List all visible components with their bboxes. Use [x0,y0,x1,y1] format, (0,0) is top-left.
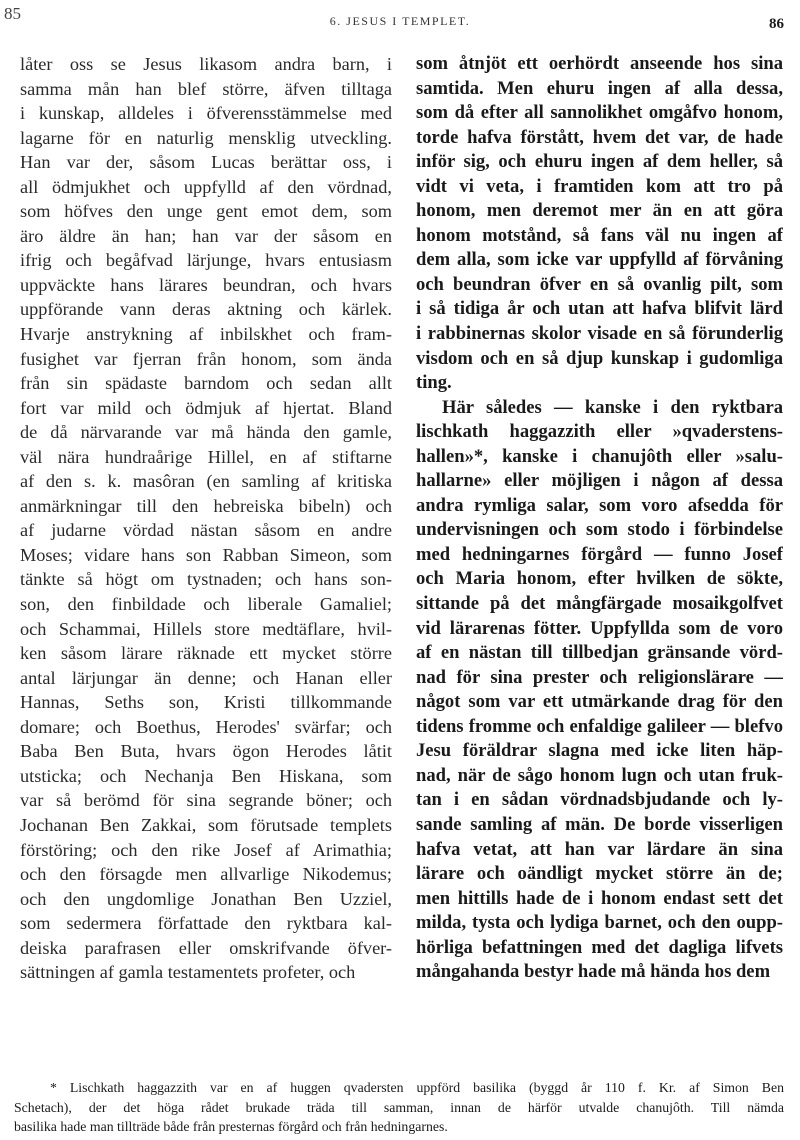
text-line: all ödmjukhet och uppfylld af den vördnad, [20,176,392,197]
footnote-line: Schetach), der det höga rådet brukade träda till samman, innan de härför utvalde chanujôth. Till nämda [14,1099,784,1115]
text-line: lärare och oändligt mycket större än de; [416,863,783,885]
text-line: dem alla, som icke var uppfylld af förvåning [416,249,783,271]
text-line: Hannas, Seths son, Kristi tillkommande [20,692,392,713]
text-line: vid lärarenas fötter. Uppfyllda som de voro [416,617,783,639]
text-line: sande samling af män. De borde visserligen [416,813,783,835]
text-line: honom, men deremot mer än en att göra [416,200,783,222]
text-line: hallarne» eller möjligen i någon af dessa [416,470,783,492]
text-line: Här således — kanske i den ryktbara [442,396,783,418]
text-line: lischkath haggazzith eller »qvaderstens- [416,421,783,443]
text-line: i rabbinernas skolor visade en så förunderlig [416,323,783,345]
text-line: hafva vetat, att han var lärdare än sina [416,838,783,860]
text-line: Hvarje anstrykning af inbilskhet och fram- [20,324,392,345]
text-line: af judarne vördad nästan såsom en andre [20,520,392,541]
text-line: Moses; vidare hans son Rabban Simeon, som [20,544,392,565]
footnote-line: * Lischkath haggazzith var en af huggen qvadersten uppförd basilika (byggd år 110 f. Kr. af Simon Ben [50,1080,784,1095]
text-line: och den ungdomlige Jonathan Ben Uzziel, [20,888,392,909]
text-line: sittande på det mångfärgade mosaikgolfvet [416,593,783,615]
text-line: samtida. Men ehuru ingen af alla dessa, [416,77,783,99]
text-line: Baba Ben Buta, hvars ögon Herodes låtit [20,741,392,762]
text-line: från sin spädaste barndom och sedan allt [20,373,392,394]
text-line: som då efter all sannolikhet omgåfvo honom, [416,102,783,124]
text-line: antal lärjungar än denne; och Hanan eller [20,667,392,688]
running-head: 6. JESUS I TEMPLET. [329,14,471,28]
text-line: nad, när de sågo honom lugn och utan fruk- [416,764,783,786]
text-line: och Schammai, Hillels store medtäflare, hvil- [20,618,392,639]
text-line: som höfves den unge gent emot dem, som [20,201,392,222]
text-line: sättningen af gamla testamentets profeter, och [20,962,356,983]
right-text-column [416,52,783,985]
text-line: undervisningen och som stodo i förbindelse [416,519,783,541]
text-line: ifrig och begåfvad lärjunge, hvars entusiasm [20,250,392,271]
text-line: och Maria honom, efter hvilken de sökte, [416,568,783,590]
text-line: något som var ett utmärkande drag för den [416,691,783,713]
text-line: väl nära hundraårige Hillel, en af stiftarne [20,446,392,467]
text-line: låter oss se Jesus likasom andra barn, i [20,54,392,74]
text-line: Jochanan Ben Zakkai, som förutsade templets [20,814,392,835]
text-line: samma mån han blef större, äfven tilltaga [20,78,392,99]
text-line: domare; och Boethus, Herodes' svärfar; och [20,716,392,737]
text-line: ting. [416,372,452,394]
text-line: mångahanda bestyr hade må hända hos dem [416,961,771,983]
text-line: men hittills hade de i honom endast sett det [416,887,783,909]
text-line: honom motstånd, så fans väl nu ingen af [416,224,783,246]
text-line: fort var mild och ödmjuk af hjertat. Bland [20,397,392,418]
text-line: torde hafva förstått, hvem det var, de hade [416,126,783,148]
text-line: och den försagde men allvarlige Nikodemus; [20,864,392,885]
text-line: tan i en sådan vördnadsbjudande och ly- [416,789,783,811]
text-line: hörliga befattningen med det dagliga lifvets [416,936,783,958]
text-line: uppförande vann deras aktning och kärlek. [20,299,392,320]
footnote-block [14,1078,784,1137]
text-line: ken såsom lärare räknade ett mycket större [20,643,392,664]
text-line: vidt vi veta, i framtiden kom att tro på [416,175,783,197]
text-line: deiska parafrasen eller omskrifvande öfver- [20,937,392,958]
text-line: Jesu föräldrar slagna med icke liten häp- [416,740,783,762]
text-line: Han var der, såsom Lucas berättar oss, i [20,152,392,173]
text-line: anmärkningar till den hebreiska bibeln) och [20,495,392,516]
text-line: nad för sina prester och religionslärare — [416,666,783,688]
text-line: hallen»*, kanske i chanujôth eller »salu- [416,445,783,467]
text-line: de då närvarande var må hända den gamle, [20,422,392,443]
text-line: äro äldre än han; han var der såsom en [20,225,392,246]
text-line: son, den finbildade och liberale Gamaliel; [20,594,392,615]
text-line: i kunskap, alldeles i öfverensstämmelse med [20,103,392,124]
text-line: som sedermera författade den ryktbara kal- [20,913,392,934]
text-line: af en nästan till tillbedjan gränsande vörd- [416,642,783,664]
text-line: som åtnjöt ett oerhördt anseende hos sina [416,53,783,74]
text-line: andra rymliga salar, som voro afsedda för [416,494,783,516]
text-line: tänkte så högt om tystnaden; och hans son- [20,569,392,590]
text-line: visdom och en så djup kunskap i gudomliga [416,347,783,369]
left-text-column [20,52,392,985]
left-page-number: 85 [4,4,21,23]
footnote-line: basilika hade man tillträde både från presternas förgård och från hedningarnes. [14,1119,448,1134]
text-line: utsticka; och Nechanja Ben Hiskana, som [20,765,392,786]
text-line: uppväckte hans lärares beundran, och hvars [20,274,392,295]
text-line: tidens fromme och enfaldige galileer — blefvo [416,715,783,737]
text-line: fusighet var fjerran från honom, som ända [20,348,392,369]
text-line: med hedningarnes förgård — funno Josef [416,543,783,565]
text-line: förstöring; och den rike Josef af Arimathia; [20,839,392,860]
text-line: af den s. k. masôran (en samling af kritiska [20,471,392,492]
text-line: milda, tysta och lydiga barnet, och den oupp- [416,912,783,934]
text-line: inför sig, och ehuru ingen af dem heller, så [416,151,783,173]
text-line: i så tidiga år och utan att hafva blifvit lärd [416,298,783,320]
right-page-number: 86 [769,16,784,32]
text-line: och beundran öfver en så ovanlig pilt, som [416,273,783,295]
text-line: var så berömd för sina segrande böner; och [20,790,392,811]
text-line: lagarne för en naturlig mensklig utveckling. [20,127,392,148]
